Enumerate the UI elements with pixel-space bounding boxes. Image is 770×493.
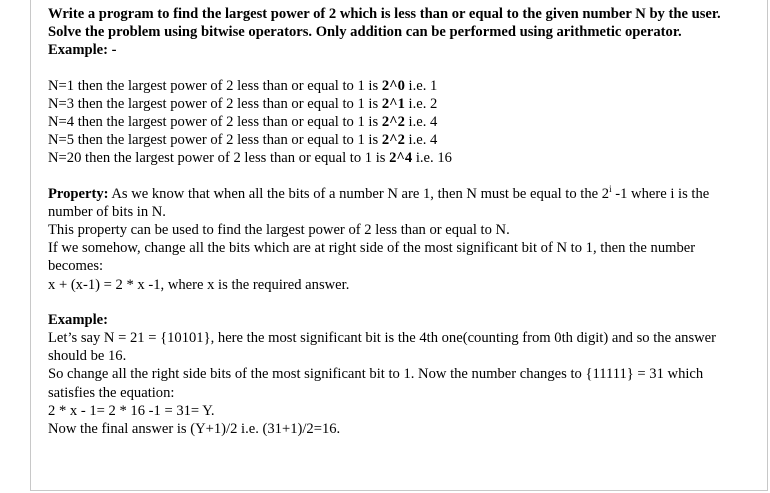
example-line: N=3 then the largest power of 2 less than or equal to 1 is 2^1 i.e. 2 [48, 95, 438, 112]
property-section [48, 185, 738, 294]
power-value: 2^2 [381, 114, 405, 131]
worked-example-section [48, 311, 738, 438]
property-line: If we somehow, change all the bits which are at right side of the most significant bit of N to 1, then the number becomes: [48, 240, 696, 275]
example-line: N=4 then the largest power of 2 less than or equal to 1 is 2^2 i.e. 4 [48, 114, 438, 131]
spacer [48, 168, 738, 185]
property-line: This property can be used to find the largest power of 2 less than or equal to N. [48, 222, 510, 239]
document-page [30, 0, 768, 491]
spacer [48, 60, 738, 77]
example-line: N=20 then the largest power of 2 less than or equal to 1 is 2^4 i.e. 16 [48, 150, 452, 167]
property-formula: x + (x-1) = 2 * x -1, where x is the required answer. [48, 276, 350, 293]
example-line: N=1 then the largest power of 2 less than or equal to 1 is 2^0 i.e. 1 [48, 77, 438, 94]
worked-example-line: So change all the right side bits of the most significant bit to 1. Now the number changes to {11111} = 31 which satisfies the equation: [48, 366, 704, 401]
question-text: Write a program to find the largest power of 2 which is less than or equal to the given number N by the user. Solve the problem using bitwise operators. Only addition can be performed using arithmetic operator. [48, 6, 721, 41]
power-value: 2^4 [389, 150, 413, 167]
worked-example-line: Now the final answer is (Y+1)/2 i.e. (31+1)/2=16. [48, 421, 341, 438]
example-heading: Example: - [48, 42, 117, 59]
power-value: 2^0 [381, 77, 405, 94]
power-value: 2^2 [381, 132, 405, 149]
worked-example-line: Let’s say N = 21 = {10101}, here the most significant bit is the 4th one(counting from 0th digit) and so the answer should be 16. [48, 330, 717, 365]
property-paragraph: Property: As we know that when all the bits of a number N are 1, then N must be equal to the 2$^i$ -1 where i is the number of bits in N. [48, 183, 710, 220]
power-value: 2^1 [381, 95, 405, 112]
document-content [48, 5, 738, 438]
worked-example-heading: Example: [48, 311, 108, 328]
superscript-i: i [609, 183, 612, 194]
example-line: N=5 then the largest power of 2 less than or equal to 1 is 2^2 i.e. 4 [48, 132, 438, 149]
worked-example-line: 2 * x - 1= 2 * 16 -1 = 31= Y. [48, 402, 215, 419]
property-label: Property: [48, 185, 109, 202]
examples-list [48, 77, 738, 168]
spacer [48, 294, 738, 311]
